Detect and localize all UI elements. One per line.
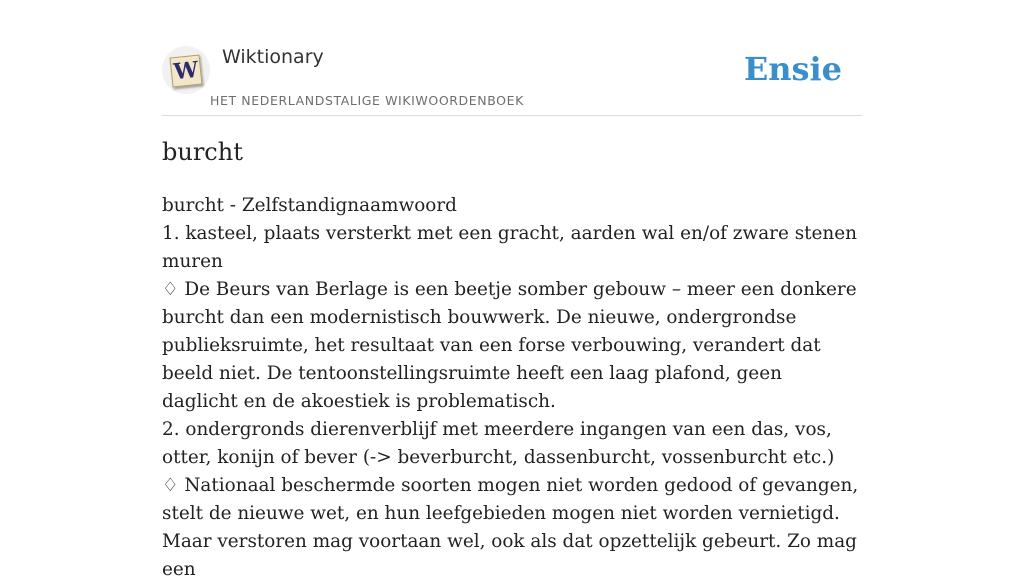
logo-tile-icon	[170, 55, 203, 88]
page	[162, 0, 862, 580]
definition-1: 1. kasteel, plaats versterkt met een gracht, aarden wal en/of zware stenen muren	[162, 223, 857, 272]
site-name[interactable]: Wiktionary	[222, 46, 324, 68]
site-header	[162, 0, 862, 116]
logo-letter: W	[172, 56, 200, 86]
ensie-brand-link[interactable]: Ensie	[743, 50, 842, 88]
example-2: ♢ Nationaal beschermde soorten mogen niet worden gedood of gevangen, stelt de nieuwe wet, en hun leefgebieden mogen niet worden vernietigd. Maar verstoren mag voortaan wel, ook als dat opzettelijk gebeurt. Zo mag een	[162, 475, 859, 580]
entry-content	[162, 192, 862, 584]
page-title: burcht	[162, 138, 243, 166]
wiktionary-logo[interactable]	[162, 46, 210, 94]
site-tagline: HET NEDERLANDSTALIGE WIKIWOORDENBOEK	[210, 93, 524, 108]
definition-2: 2. ondergronds dierenverblijf met meerdere ingangen van een das, vos, otter, konijn of bever (-> beverburcht, dassenburcht, vossenburcht etc.)	[162, 419, 835, 468]
entry-heading-line: burcht - Zelfstandignaamwoord	[162, 195, 457, 216]
example-1: ♢ De Beurs van Berlage is een beetje somber gebouw – meer een donkere burcht dan een modernistisch bouwwerk. De nieuwe, ondergrondse publieksruimte, het resultaat van een forse verbouwing, verandert dat beeld niet. De tentoonstellingsruimte heeft een laag plafond, geen daglicht en de akoestiek is problematisch.	[162, 279, 857, 412]
